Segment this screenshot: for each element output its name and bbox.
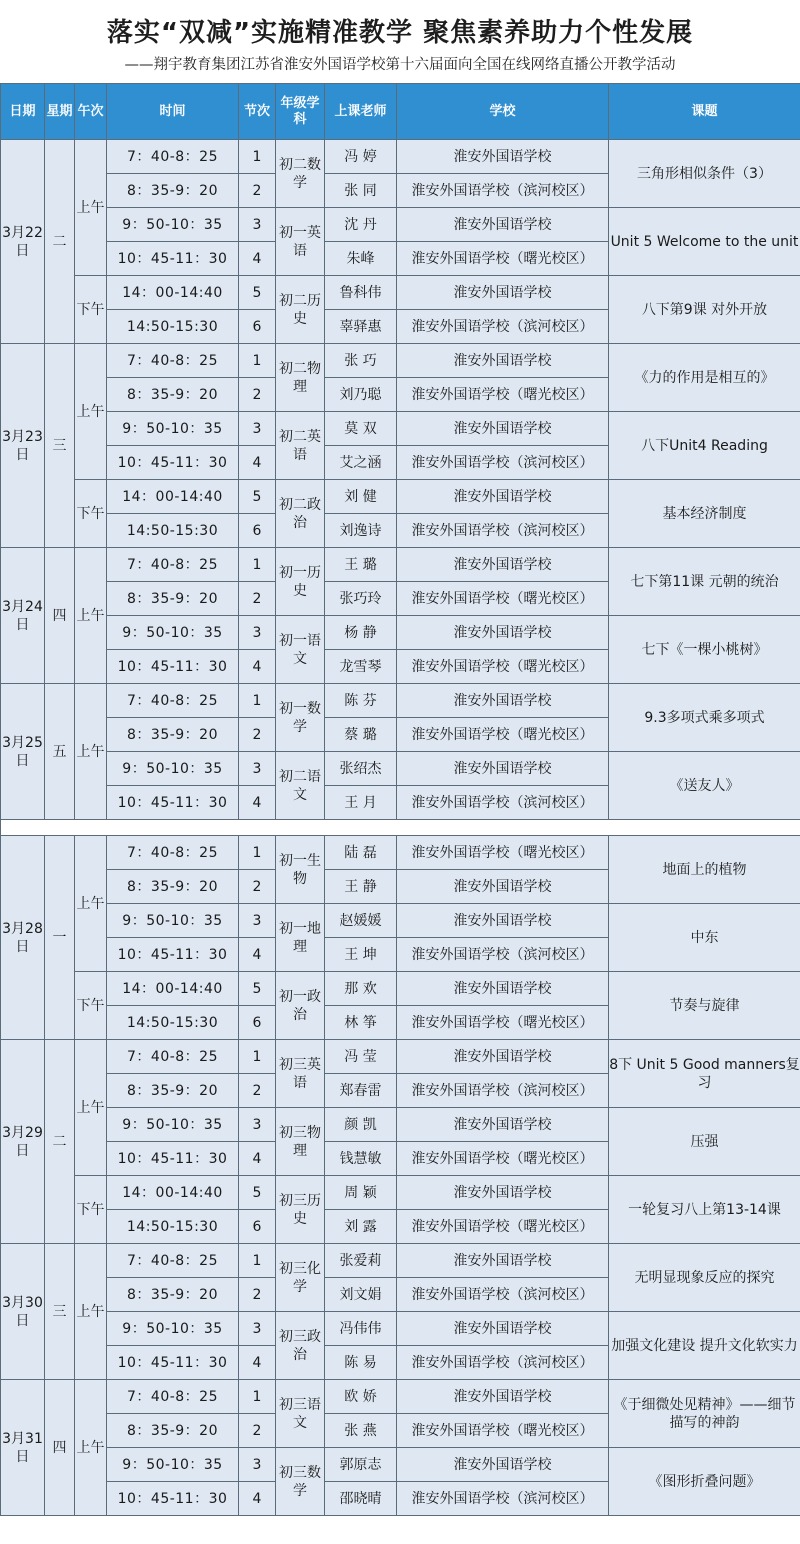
time-cell: 7：40-8：25 xyxy=(107,1380,239,1414)
half-day-cell: 上午 xyxy=(75,548,107,684)
schedule-body xyxy=(1,140,800,1516)
topic-cell: 《于细微处见精神》——细节描写的神韵 xyxy=(609,1380,800,1448)
time-cell: 7：40-8：25 xyxy=(107,836,239,870)
period-cell: 3 xyxy=(239,1108,276,1142)
topic-cell: Unit 5 Welcome to the unit xyxy=(609,208,800,276)
teacher-cell: 陆 磊 xyxy=(325,836,397,870)
school-cell: 淮安外国语学校（曙光校区） xyxy=(397,1210,609,1244)
table-row xyxy=(1,344,800,378)
topic-cell: 三角形相似条件（3） xyxy=(609,140,800,208)
teacher-cell: 欧 娇 xyxy=(325,1380,397,1414)
weekday-cell: 二 xyxy=(45,1040,75,1244)
school-cell: 淮安外国语学校（滨河校区） xyxy=(397,1346,609,1380)
table-row xyxy=(1,480,800,514)
topic-cell: 八下第9课 对外开放 xyxy=(609,276,800,344)
time-cell: 14:50-15:30 xyxy=(107,514,239,548)
time-cell: 14:50-15:30 xyxy=(107,1006,239,1040)
table-row xyxy=(1,1448,800,1482)
time-cell: 9：50-10：35 xyxy=(107,752,239,786)
school-cell: 淮安外国语学校 xyxy=(397,684,609,718)
period-cell: 1 xyxy=(239,1380,276,1414)
teacher-cell: 颜 凯 xyxy=(325,1108,397,1142)
time-cell: 10：45-11：30 xyxy=(107,786,239,820)
date-cell: 3月24日 xyxy=(1,548,45,684)
period-cell: 2 xyxy=(239,378,276,412)
school-cell: 淮安外国语学校（滨河校区） xyxy=(397,1482,609,1516)
half-day-cell: 下午 xyxy=(75,480,107,548)
time-cell: 10：45-11：30 xyxy=(107,1142,239,1176)
page-title: 落实“双减”实施精准教学 聚焦素养助力个性发展 xyxy=(106,18,694,48)
weekday-cell: 五 xyxy=(45,684,75,820)
teacher-cell: 张 燕 xyxy=(325,1414,397,1448)
half-day-cell: 上午 xyxy=(75,1380,107,1516)
half-day-cell: 下午 xyxy=(75,972,107,1040)
topic-cell: 压强 xyxy=(609,1108,800,1176)
header-teacher: 上课老师 xyxy=(325,84,397,140)
grade-subject-cell: 初一英语 xyxy=(276,208,325,276)
period-cell: 6 xyxy=(239,1006,276,1040)
grade-subject-cell: 初一数学 xyxy=(276,684,325,752)
topic-cell: 七下《一棵小桃树》 xyxy=(609,616,800,684)
teacher-cell: 郑春雷 xyxy=(325,1074,397,1108)
period-cell: 5 xyxy=(239,1176,276,1210)
grade-subject-cell: 初一生物 xyxy=(276,836,325,904)
time-cell: 14:50-15:30 xyxy=(107,1210,239,1244)
table-row xyxy=(1,1312,800,1346)
time-cell: 14：00-14:40 xyxy=(107,276,239,310)
half-day-cell: 下午 xyxy=(75,1176,107,1244)
period-cell: 3 xyxy=(239,1448,276,1482)
school-cell: 淮安外国语学校（曙光校区） xyxy=(397,1006,609,1040)
table-row xyxy=(1,1176,800,1210)
period-cell: 6 xyxy=(239,1210,276,1244)
teacher-cell: 郭原志 xyxy=(325,1448,397,1482)
header-half: 午次 xyxy=(75,84,107,140)
teacher-cell: 刘逸诗 xyxy=(325,514,397,548)
topic-cell: 七下第11课 元朝的统治 xyxy=(609,548,800,616)
half-day-cell: 上午 xyxy=(75,836,107,972)
teacher-cell: 张巧玲 xyxy=(325,582,397,616)
time-cell: 9：50-10：35 xyxy=(107,1108,239,1142)
time-cell: 10：45-11：30 xyxy=(107,1346,239,1380)
teacher-cell: 王 月 xyxy=(325,786,397,820)
school-cell: 淮安外国语学校 xyxy=(397,140,609,174)
header-school: 学校 xyxy=(397,84,609,140)
table-row xyxy=(1,836,800,870)
grade-subject-cell: 初三语文 xyxy=(276,1380,325,1448)
period-cell: 3 xyxy=(239,1312,276,1346)
topic-cell: 无明显现象反应的探究 xyxy=(609,1244,800,1312)
period-cell: 4 xyxy=(239,786,276,820)
school-cell: 淮安外国语学校（曙光校区） xyxy=(397,582,609,616)
school-cell: 淮安外国语学校 xyxy=(397,616,609,650)
period-cell: 1 xyxy=(239,684,276,718)
school-cell: 淮安外国语学校 xyxy=(397,1040,609,1074)
teacher-cell: 张爱莉 xyxy=(325,1244,397,1278)
time-cell: 10：45-11：30 xyxy=(107,938,239,972)
period-cell: 4 xyxy=(239,446,276,480)
teacher-cell: 林 筝 xyxy=(325,1006,397,1040)
school-cell: 淮安外国语学校（曙光校区） xyxy=(397,1142,609,1176)
period-cell: 1 xyxy=(239,140,276,174)
school-cell: 淮安外国语学校 xyxy=(397,548,609,582)
school-cell: 淮安外国语学校 xyxy=(397,870,609,904)
grade-subject-cell: 初三英语 xyxy=(276,1040,325,1108)
period-cell: 5 xyxy=(239,276,276,310)
teacher-cell: 王 璐 xyxy=(325,548,397,582)
table-row xyxy=(1,208,800,242)
table-row xyxy=(1,1108,800,1142)
period-cell: 3 xyxy=(239,752,276,786)
teacher-cell: 陈 易 xyxy=(325,1346,397,1380)
teacher-cell: 那 欢 xyxy=(325,972,397,1006)
teacher-cell: 王 坤 xyxy=(325,938,397,972)
school-cell: 淮安外国语学校 xyxy=(397,972,609,1006)
period-cell: 1 xyxy=(239,548,276,582)
week-separator xyxy=(1,820,800,836)
table-row xyxy=(1,548,800,582)
time-cell: 7：40-8：25 xyxy=(107,1040,239,1074)
half-day-cell: 上午 xyxy=(75,344,107,480)
period-cell: 5 xyxy=(239,480,276,514)
time-cell: 14：00-14:40 xyxy=(107,480,239,514)
grade-subject-cell: 初二数学 xyxy=(276,140,325,208)
topic-cell: 《力的作用是相互的》 xyxy=(609,344,800,412)
table-row xyxy=(1,972,800,1006)
page-header xyxy=(0,0,800,83)
teacher-cell: 邵晓晴 xyxy=(325,1482,397,1516)
weekday-cell: 四 xyxy=(45,548,75,684)
period-cell: 5 xyxy=(239,972,276,1006)
teacher-cell: 刘乃聪 xyxy=(325,378,397,412)
school-cell: 淮安外国语学校 xyxy=(397,904,609,938)
time-cell: 14：00-14:40 xyxy=(107,972,239,1006)
period-cell: 2 xyxy=(239,174,276,208)
school-cell: 淮安外国语学校（滨河校区） xyxy=(397,786,609,820)
grade-subject-cell: 初一历史 xyxy=(276,548,325,616)
period-cell: 2 xyxy=(239,582,276,616)
half-day-cell: 下午 xyxy=(75,276,107,344)
date-cell: 3月23日 xyxy=(1,344,45,548)
time-cell: 8：35-9：20 xyxy=(107,378,239,412)
grade-subject-cell: 初二政治 xyxy=(276,480,325,548)
period-cell: 4 xyxy=(239,242,276,276)
grade-subject-cell: 初三物理 xyxy=(276,1108,325,1176)
teacher-cell: 冯伟伟 xyxy=(325,1312,397,1346)
teacher-cell: 刘文娟 xyxy=(325,1278,397,1312)
topic-cell: 加强文化建设 提升文化软实力 xyxy=(609,1312,800,1380)
period-cell: 1 xyxy=(239,344,276,378)
grade-subject-cell: 初一语文 xyxy=(276,616,325,684)
school-cell: 淮安外国语学校 xyxy=(397,1244,609,1278)
table-row xyxy=(1,904,800,938)
teacher-cell: 刘 露 xyxy=(325,1210,397,1244)
date-cell: 3月29日 xyxy=(1,1040,45,1244)
period-cell: 2 xyxy=(239,718,276,752)
time-cell: 7：40-8：25 xyxy=(107,684,239,718)
school-cell: 淮安外国语学校 xyxy=(397,1108,609,1142)
table-row xyxy=(1,412,800,446)
table-row xyxy=(1,1380,800,1414)
teacher-cell: 冯 婷 xyxy=(325,140,397,174)
table-row xyxy=(1,140,800,174)
topic-cell: 8下 Unit 5 Good manners复习 xyxy=(609,1040,800,1108)
week-separator-cell xyxy=(1,820,800,836)
school-cell: 淮安外国语学校（曙光校区） xyxy=(397,242,609,276)
time-cell: 8：35-9：20 xyxy=(107,718,239,752)
page-subtitle: ——翔宇教育集团江苏省淮安外国语学校第十六届面向全国在线网络直播公开教学活动 xyxy=(124,57,676,73)
school-cell: 淮安外国语学校 xyxy=(397,1448,609,1482)
teacher-cell: 鲁科伟 xyxy=(325,276,397,310)
teacher-cell: 沈 丹 xyxy=(325,208,397,242)
table-row xyxy=(1,684,800,718)
grade-subject-cell: 初一地理 xyxy=(276,904,325,972)
period-cell: 2 xyxy=(239,1074,276,1108)
teacher-cell: 钱慧敏 xyxy=(325,1142,397,1176)
grade-subject-cell: 初二英语 xyxy=(276,412,325,480)
half-day-cell: 上午 xyxy=(75,140,107,276)
schedule-table xyxy=(0,83,800,1516)
time-cell: 9：50-10：35 xyxy=(107,904,239,938)
school-cell: 淮安外国语学校 xyxy=(397,208,609,242)
topic-cell: 《送友人》 xyxy=(609,752,800,820)
teacher-cell: 赵媛媛 xyxy=(325,904,397,938)
header-topic: 课题 xyxy=(609,84,800,140)
teacher-cell: 莫 双 xyxy=(325,412,397,446)
period-cell: 2 xyxy=(239,1414,276,1448)
period-cell: 4 xyxy=(239,1346,276,1380)
period-cell: 1 xyxy=(239,1244,276,1278)
time-cell: 10：45-11：30 xyxy=(107,1482,239,1516)
table-row xyxy=(1,1244,800,1278)
time-cell: 8：35-9：20 xyxy=(107,1278,239,1312)
time-cell: 8：35-9：20 xyxy=(107,1414,239,1448)
school-cell: 淮安外国语学校（曙光校区） xyxy=(397,1414,609,1448)
date-cell: 3月30日 xyxy=(1,1244,45,1380)
half-day-cell: 上午 xyxy=(75,1244,107,1380)
header-date: 日期 xyxy=(1,84,45,140)
time-cell: 9：50-10：35 xyxy=(107,1448,239,1482)
teacher-cell: 周 颖 xyxy=(325,1176,397,1210)
time-cell: 10：45-11：30 xyxy=(107,242,239,276)
school-cell: 淮安外国语学校 xyxy=(397,1380,609,1414)
time-cell: 8：35-9：20 xyxy=(107,174,239,208)
topic-cell: 中东 xyxy=(609,904,800,972)
school-cell: 淮安外国语学校 xyxy=(397,344,609,378)
teacher-cell: 龙雪琴 xyxy=(325,650,397,684)
header-row xyxy=(1,84,800,140)
period-cell: 3 xyxy=(239,412,276,446)
teacher-cell: 王 静 xyxy=(325,870,397,904)
school-cell: 淮安外国语学校（滨河校区） xyxy=(397,1074,609,1108)
time-cell: 14:50-15:30 xyxy=(107,310,239,344)
topic-cell: 地面上的植物 xyxy=(609,836,800,904)
table-row xyxy=(1,276,800,310)
topic-cell: 节奏与旋律 xyxy=(609,972,800,1040)
period-cell: 6 xyxy=(239,310,276,344)
school-cell: 淮安外国语学校（曙光校区） xyxy=(397,378,609,412)
period-cell: 4 xyxy=(239,1142,276,1176)
time-cell: 9：50-10：35 xyxy=(107,412,239,446)
weekday-cell: 三 xyxy=(45,1244,75,1380)
period-cell: 4 xyxy=(239,938,276,972)
teacher-cell: 杨 静 xyxy=(325,616,397,650)
time-cell: 7：40-8：25 xyxy=(107,1244,239,1278)
school-cell: 淮安外国语学校（滨河校区） xyxy=(397,174,609,208)
time-cell: 10：45-11：30 xyxy=(107,650,239,684)
period-cell: 2 xyxy=(239,1278,276,1312)
time-cell: 9：50-10：35 xyxy=(107,208,239,242)
period-cell: 2 xyxy=(239,870,276,904)
weekday-cell: 一 xyxy=(45,836,75,1040)
school-cell: 淮安外国语学校 xyxy=(397,752,609,786)
school-cell: 淮安外国语学校（滨河校区） xyxy=(397,1278,609,1312)
weekday-cell: 四 xyxy=(45,1380,75,1516)
time-cell: 7：40-8：25 xyxy=(107,548,239,582)
time-cell: 14：00-14:40 xyxy=(107,1176,239,1210)
half-day-cell: 上午 xyxy=(75,684,107,820)
time-cell: 8：35-9：20 xyxy=(107,1074,239,1108)
grade-subject-cell: 初二物理 xyxy=(276,344,325,412)
teacher-cell: 冯 莹 xyxy=(325,1040,397,1074)
teacher-cell: 刘 健 xyxy=(325,480,397,514)
school-cell: 淮安外国语学校 xyxy=(397,1312,609,1346)
school-cell: 淮安外国语学校 xyxy=(397,276,609,310)
topic-cell: 八下Unit4 Reading xyxy=(609,412,800,480)
time-cell: 9：50-10：35 xyxy=(107,1312,239,1346)
grade-subject-cell: 初二语文 xyxy=(276,752,325,820)
time-cell: 7：40-8：25 xyxy=(107,140,239,174)
table-row xyxy=(1,616,800,650)
school-cell: 淮安外国语学校 xyxy=(397,412,609,446)
header-period: 节次 xyxy=(239,84,276,140)
period-cell: 3 xyxy=(239,616,276,650)
school-cell: 淮安外国语学校（滨河校区） xyxy=(397,310,609,344)
period-cell: 1 xyxy=(239,836,276,870)
teacher-cell: 张绍杰 xyxy=(325,752,397,786)
teacher-cell: 辜驿惠 xyxy=(325,310,397,344)
topic-cell: 基本经济制度 xyxy=(609,480,800,548)
teacher-cell: 朱峰 xyxy=(325,242,397,276)
half-day-cell: 上午 xyxy=(75,1040,107,1176)
grade-subject-cell: 初三化学 xyxy=(276,1244,325,1312)
topic-cell: 一轮复习八上第13-14课 xyxy=(609,1176,800,1244)
time-cell: 8：35-9：20 xyxy=(107,582,239,616)
grade-subject-cell: 初三数学 xyxy=(276,1448,325,1516)
teacher-cell: 蔡 璐 xyxy=(325,718,397,752)
date-cell: 3月31日 xyxy=(1,1380,45,1516)
time-cell: 9：50-10：35 xyxy=(107,616,239,650)
table-row xyxy=(1,1040,800,1074)
header-time: 时间 xyxy=(107,84,239,140)
date-cell: 3月25日 xyxy=(1,684,45,820)
header-weekday: 星期 xyxy=(45,84,75,140)
grade-subject-cell: 初二历史 xyxy=(276,276,325,344)
school-cell: 淮安外国语学校（曙光校区） xyxy=(397,836,609,870)
teacher-cell: 艾之涵 xyxy=(325,446,397,480)
header-grade: 年级学科 xyxy=(276,84,325,140)
school-cell: 淮安外国语学校（曙光校区） xyxy=(397,718,609,752)
table-row xyxy=(1,752,800,786)
grade-subject-cell: 初一政治 xyxy=(276,972,325,1040)
weekday-cell: 二 xyxy=(45,140,75,344)
school-cell: 淮安外国语学校（曙光校区） xyxy=(397,650,609,684)
date-cell: 3月28日 xyxy=(1,836,45,1040)
school-cell: 淮安外国语学校 xyxy=(397,1176,609,1210)
period-cell: 4 xyxy=(239,650,276,684)
topic-cell: 《图形折叠问题》 xyxy=(609,1448,800,1516)
period-cell: 3 xyxy=(239,904,276,938)
grade-subject-cell: 初三政治 xyxy=(276,1312,325,1380)
weekday-cell: 三 xyxy=(45,344,75,548)
topic-cell: 9.3多项式乘多项式 xyxy=(609,684,800,752)
time-cell: 8：35-9：20 xyxy=(107,870,239,904)
school-cell: 淮安外国语学校（滨河校区） xyxy=(397,446,609,480)
teacher-cell: 陈 芬 xyxy=(325,684,397,718)
grade-subject-cell: 初三历史 xyxy=(276,1176,325,1244)
school-cell: 淮安外国语学校 xyxy=(397,480,609,514)
teacher-cell: 张 巧 xyxy=(325,344,397,378)
date-cell: 3月22日 xyxy=(1,140,45,344)
time-cell: 7：40-8：25 xyxy=(107,344,239,378)
period-cell: 3 xyxy=(239,208,276,242)
period-cell: 1 xyxy=(239,1040,276,1074)
school-cell: 淮安外国语学校（滨河校区） xyxy=(397,514,609,548)
school-cell: 淮安外国语学校（滨河校区） xyxy=(397,938,609,972)
period-cell: 6 xyxy=(239,514,276,548)
teacher-cell: 张 同 xyxy=(325,174,397,208)
period-cell: 4 xyxy=(239,1482,276,1516)
time-cell: 10：45-11：30 xyxy=(107,446,239,480)
